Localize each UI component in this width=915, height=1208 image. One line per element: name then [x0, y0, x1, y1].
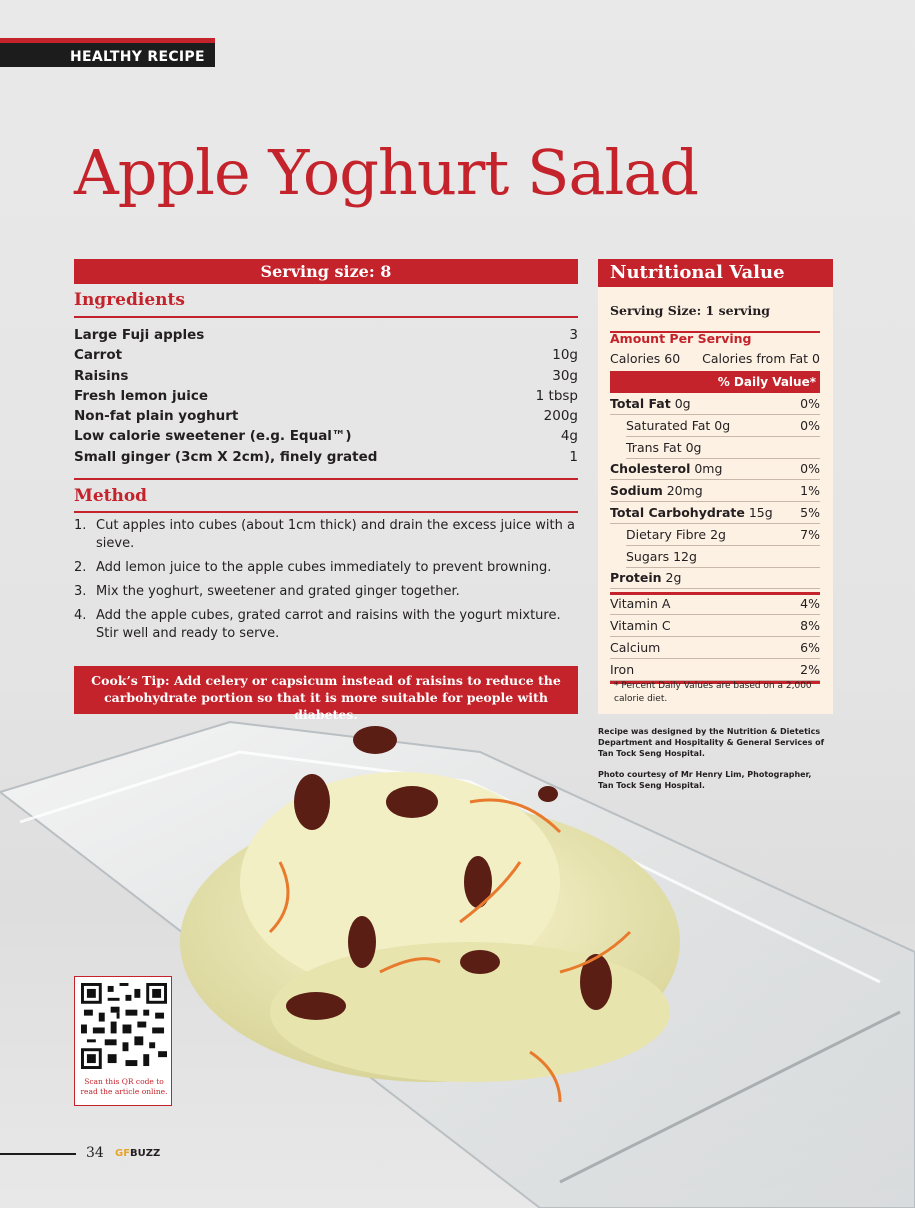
vitamin-label: Vitamin A [610, 596, 671, 612]
nutrient-dv: 1% [800, 483, 820, 499]
method-top-rule [74, 478, 578, 480]
nutrient-label [610, 568, 681, 588]
nutrient-name: Sodium [610, 483, 663, 499]
ingredient-amount: 200g [543, 408, 578, 425]
vitamin-row [610, 594, 820, 615]
vitamin-label: Calcium [610, 639, 661, 655]
step-text: Cut apples into cubes (about 1cm thick) and drain the excess juice with a sieve. [96, 518, 575, 551]
amount-per-serving: Amount Per Serving [610, 331, 752, 346]
ingredient-amount: 3 [569, 327, 578, 343]
step-text: Add the apple cubes, grated carrot and raisins with the yogurt mixture. Stir well and ready to serve. [96, 608, 561, 641]
nutrient-amount: Dietary Fibre 2g [626, 526, 726, 542]
cooks-tip: Cook’s Tip: Add celery or capsicum instead of raisins to reduce the carbohydrate portion so that it is more suitable for people with diabetes. [74, 666, 578, 714]
section-tag: HEALTHY RECIPE [0, 38, 215, 67]
nutrition-row [610, 568, 820, 589]
nutrient-dv: 0% [800, 461, 820, 477]
ingredient-name: Large Fuji apples [74, 327, 205, 343]
method-list [74, 517, 578, 649]
nutrient-amount: 0mg [690, 461, 723, 477]
ingredient-row [74, 366, 578, 386]
nutrition-heading: Nutritional Value [598, 259, 833, 287]
ingredient-amount: 4g [560, 428, 578, 445]
calories-from-fat: Calories from Fat 0 [702, 351, 820, 366]
brand-logo [115, 1148, 160, 1159]
serving-size-bar: Serving size: 8 [74, 259, 578, 284]
nutrient-label [626, 438, 701, 458]
method-step [74, 517, 578, 553]
ingredient-name: Non-fat plain yoghurt [74, 408, 239, 425]
vitamin-dv: 4% [800, 596, 820, 612]
nutrient-label [610, 481, 703, 501]
nutrient-name: Cholesterol [610, 461, 691, 477]
step-text: Mix the yoghurt, sweetener and grated ginger together. [96, 584, 460, 599]
recipe-credit: Recipe was designed by the Nutrition & Dietetics Department and Hospitality & General Services of Tan Tock Seng Hospital. [598, 727, 825, 758]
nutrient-amount: Saturated Fat 0g [626, 417, 731, 433]
ingredient-row [74, 325, 578, 345]
calories-row [610, 351, 820, 366]
footer-rule [0, 1153, 76, 1155]
nutrient-name: Total Fat [610, 396, 671, 411]
nutrient-label [610, 503, 773, 523]
ingredient-row [74, 426, 578, 446]
vitamin-dv: 6% [800, 639, 820, 655]
vitamin-dv: 2% [800, 661, 820, 677]
ingredient-name: Carrot [74, 347, 123, 364]
method-step [74, 559, 578, 577]
nutrient-amount: Trans Fat 0g [626, 439, 702, 455]
method-rule [74, 511, 578, 513]
ingredient-amount: 30g [552, 367, 578, 384]
step-number: 3. [74, 584, 87, 599]
nutrition-row [610, 459, 820, 480]
ingredient-row [74, 386, 578, 406]
vitamin-dv: 8% [800, 618, 820, 633]
page-title: Apple Yoghurt Salad [74, 136, 698, 209]
photo-credit: Photo courtesy of Mr Henry Lim, Photographer, Tan Tock Seng Hospital. [598, 770, 812, 790]
ingredients-rule [74, 316, 578, 318]
ingredient-name: Small ginger (3cm X 2cm), finely grated [74, 448, 378, 465]
method-step [74, 583, 578, 601]
brand-buzz: BUZZ [130, 1148, 161, 1159]
nutrition-row [626, 438, 820, 459]
method-heading: Method [74, 486, 148, 506]
ingredient-amount: 1 tbsp [535, 387, 578, 404]
step-text: Add lemon juice to the apple cubes immediately to prevent browning. [96, 560, 552, 575]
nutrition-row [610, 481, 820, 502]
nutrient-amount: 15g [744, 505, 773, 520]
vitamin-row [610, 638, 820, 659]
nutrition-row [626, 525, 820, 546]
step-number: 4. [74, 608, 87, 623]
vitamin-label: Iron [610, 661, 635, 677]
nutrient-label [626, 416, 730, 436]
salad-photo [0, 712, 915, 1208]
nutrient-dv: 7% [800, 526, 820, 542]
ingredient-row [74, 345, 578, 365]
vitamin-row [610, 616, 820, 637]
nutrition-row [626, 416, 820, 437]
brand-gf: GF [115, 1148, 131, 1159]
calories: Calories 60 [610, 351, 681, 366]
nutrient-label [626, 525, 726, 545]
nutrient-amount: 2g [661, 570, 682, 586]
qr-code-icon [81, 983, 167, 1069]
nutrition-row [610, 503, 820, 524]
vitamin-label: Vitamin C [610, 618, 671, 633]
nutrient-amount: 20mg [662, 483, 703, 499]
nutrition-footnote: * Percent Daily Values are based on a 2,000 calorie diet. [614, 681, 812, 704]
nutrient-amount: Sugars 12g [626, 548, 697, 564]
nutrient-dv: 5% [800, 505, 820, 520]
nutrient-label [626, 547, 697, 567]
nutrient-amount: 0g [670, 396, 691, 411]
daily-value-header: % Daily Value* [610, 371, 820, 393]
ingredient-name: Fresh lemon juice [74, 387, 208, 404]
ingredients-heading: Ingredients [74, 290, 185, 310]
ingredients-list [74, 325, 578, 467]
nutrient-dv: 0% [800, 417, 820, 433]
ingredient-amount: 1 [569, 448, 578, 465]
nutrition-panel [598, 259, 833, 714]
ingredient-row [74, 406, 578, 426]
ingredient-name: Raisins [74, 367, 129, 384]
step-number: 1. [74, 518, 87, 533]
nutrition-row [626, 547, 820, 568]
qr-caption: Scan this QR code to read the article online. [80, 1077, 168, 1096]
nutrient-label [610, 394, 691, 414]
step-number: 2. [74, 560, 87, 575]
nutrition-row [610, 394, 820, 415]
ingredient-row [74, 447, 578, 467]
page-number: 34 [86, 1145, 104, 1161]
vitamin-row [610, 660, 820, 681]
qr-code-block[interactable] [74, 976, 172, 1106]
nutrient-name: Protein [610, 570, 662, 586]
nutrient-name: Total Carbohydrate [610, 505, 745, 520]
nutrition-serving: Serving Size: 1 serving [610, 303, 771, 318]
nutrient-label [610, 459, 722, 479]
method-step [74, 607, 578, 643]
ingredient-name: Low calorie sweetener (e.g. Equal™) [74, 428, 352, 445]
ingredient-amount: 10g [552, 347, 578, 364]
nutrient-dv: 0% [800, 396, 820, 411]
